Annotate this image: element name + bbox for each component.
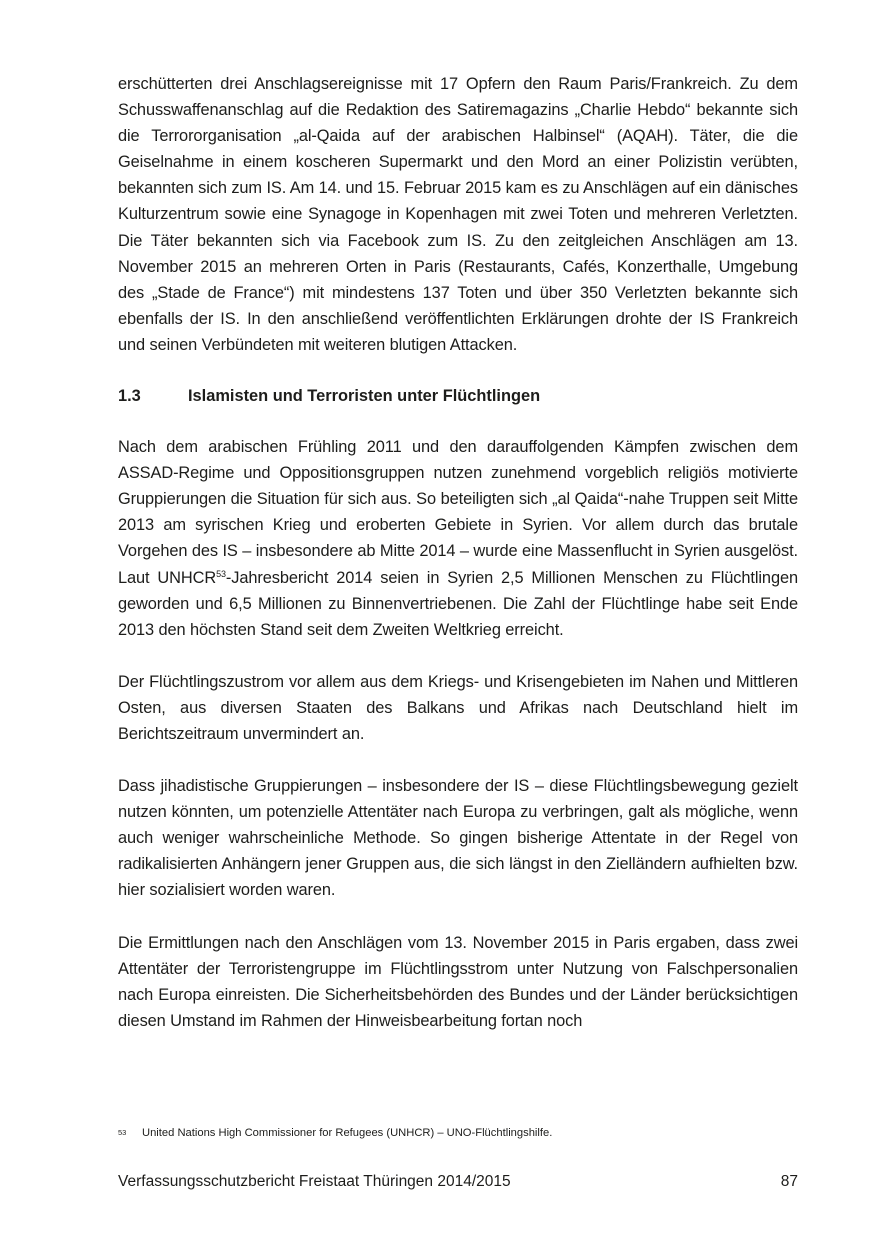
page-number: 87 [780, 1173, 798, 1190]
page-footer [118, 1170, 798, 1194]
footer-title: Verfassungsschutzbericht Freistaat Thüringen 2014/2015 [118, 1173, 511, 1190]
footnote-reference: 53 [216, 568, 226, 579]
footnote-text: United Nations High Commissioner for Refugees (UNHCR) – UNO-Flüchtlingshilfe. [142, 1127, 553, 1139]
body-paragraph-2 [118, 434, 798, 643]
page-body [118, 71, 798, 1034]
body-paragraph-2-part-2: -Jahresbericht 2014 seien in Syrien 2,5 Millionen Menschen zu Flüchtlingen geworden und 6,5 Millionen zu Binnenvertriebenen. Die Zahl der Flüchtlinge habe seit Ende 2013 den höchsten Stand seit dem Zweiten Weltkrieg erreicht. [118, 568, 798, 639]
body-paragraph-2-part-1: Nach dem arabischen Frühling 2011 und den darauffolgenden Kämpfen zwischen dem ASSAD-Regime und Oppositionsgruppen nutzen zunehmend vorgeblich religiös motivierte Gruppierungen die Situation für sich aus. So beteiligten sich „al Qaida“-nahe Truppen seit Mitte 2013 am syrischen Krieg und eroberten Gebiete in Syrien. Vor allem durch das brutale Vorgehen des IS – insbesondere ab Mitte 2014 – wurde eine Massenflucht in Syrien ausgelöst. Laut UNHCR [118, 438, 798, 587]
footnote-mark: 53 [118, 1128, 127, 1137]
body-paragraph-1: erschütterten drei Anschlagsereignisse mit 17 Opfern den Raum Paris/Frankreich. Zu dem Schusswaffenanschlag auf die Redaktion des Satiremagazins „Charlie Hebdo“ bekannte sich die Terrororganisation „al-Qaida auf der arabischen Halbinsel“ (AQAH). Täter, die die Geiselnahme in einem koscheren Supermarkt und den Mord an einer Polizistin verübten, bekannten sich zum IS. Am 14. und 15. Februar 2015 kam es zu Anschlägen auf ein dänisches Kulturzentrum sowie eine Synagoge in Kopenhagen mit zwei Toten und mehreren Verletzten. Die Täter bekannten sich via Facebook zum IS. Zu den zeitgleichen Anschlägen am 13. November 2015 an mehreren Orten in Paris (Restaurants, Cafés, Konzerthalle, Umgebung des „Stade de France“) mit mindestens 137 Toten und über 350 Verletzten bekannte sich ebenfalls der IS. In den anschließend veröffentlichten Erklärungen drohte der IS Frankreich und seinen Verbündeten mit weiteren blutigen Attacken. [118, 75, 798, 354]
section-heading [118, 383, 798, 409]
body-paragraph-3: Der Flüchtlingszustrom vor allem aus dem Kriegs- und Krisengebieten im Nahen und Mittleren Osten, aus diversen Staaten des Balkans und Afrikas nach Deutschland hielt im Berichtszeitraum unvermindert an. [118, 672, 798, 743]
body-paragraph-4: Dass jihadistische Gruppierungen – insbesondere der IS – diese Flüchtlingsbewegung gezielt nutzen könnten, um potenzielle Attentäter nach Europa zu verbringen, galt als mögliche, wenn auch weniger wahrscheinliche Methode. So gingen bisherige Attentate in der Regel von radikalisierten Anhängern jener Gruppen aus, die sich längst in den Zielländern aufhielten bzw. hier sozialisiert worden waren. [118, 777, 798, 900]
footnote [118, 1125, 798, 1141]
section-number: 1.3 [118, 387, 141, 406]
body-paragraph-5: Die Ermittlungen nach den Anschlägen vom 13. November 2015 in Paris ergaben, dass zwei Attentäter der Terroristengruppe im Flüchtlingsstrom unter Nutzung von Falschpersonalien nach Europa einreisten. Die Sicherheitsbehörden des Bundes und der Länder berücksichtigen diesen Umstand im Rahmen der Hinweisbearbeitung fortan noch [118, 933, 798, 1030]
section-title: Islamisten und Terroristen unter Flüchtlingen [188, 387, 541, 406]
